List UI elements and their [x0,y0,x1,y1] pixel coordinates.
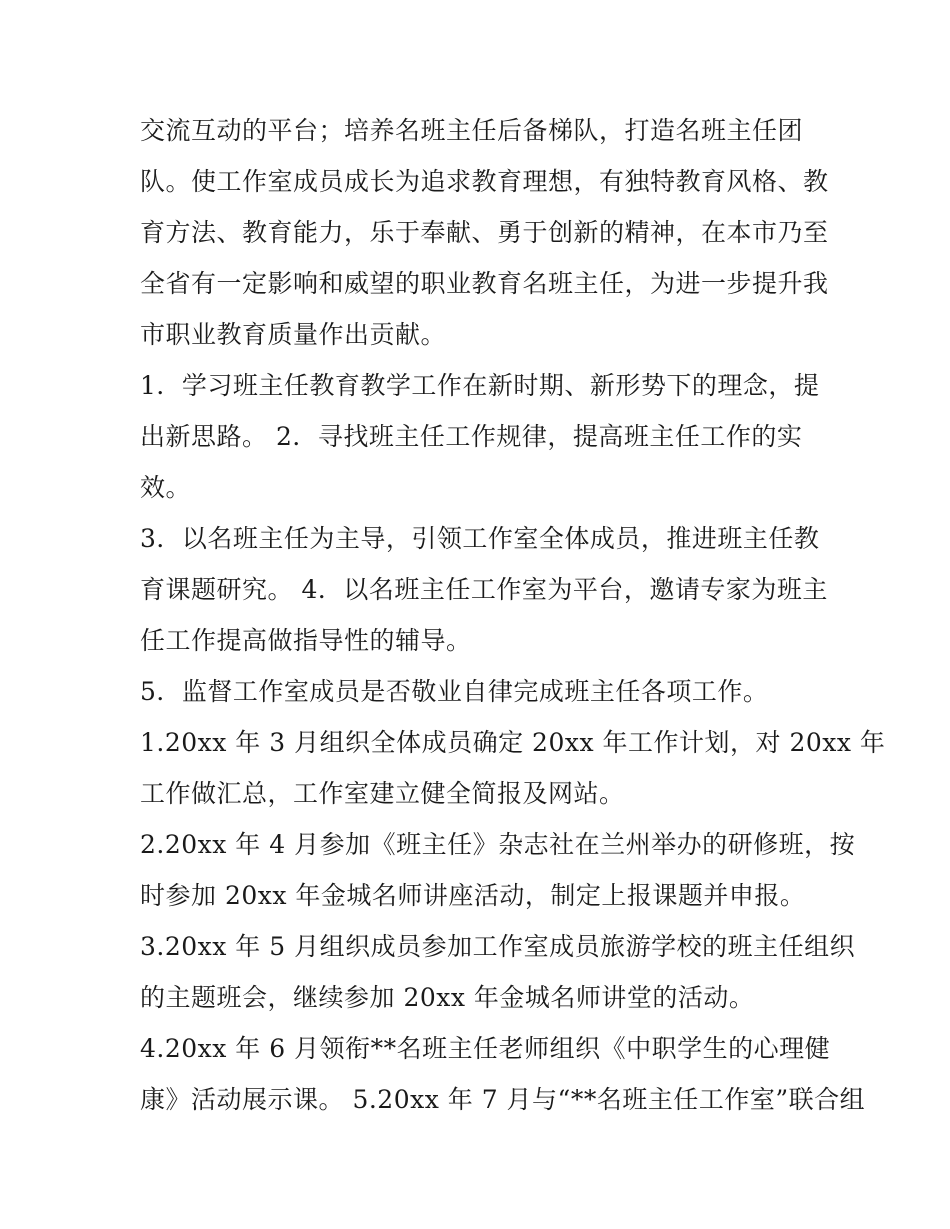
text-line: 育课题研究。 4．以名班主任工作室为平台，邀请专家为班主 [140,575,828,604]
document-body [140,105,886,1125]
text-line: 康》活动展示课。 5.20xx 年 7 月与“**名班主任工作室”联合组 [140,1085,866,1114]
text-line: 队。使工作室成员成长为追求教育理想，有独特教育风格、教 [140,167,829,196]
text-line: 育方法、教育能力，乐于奉献、勇于创新的精神，在本市乃至 [140,218,829,247]
text-line: 的主题班会，继续参加 20xx 年金城名师讲堂的活动。 [140,983,755,1012]
text-line: 效。 [140,473,192,502]
text-line: 出新思路。 2．寻找班主任工作规律，提高班主任工作的实 [140,422,803,451]
text-line: 1．学习班主任教育教学工作在新时期、新形势下的理念，提 [140,371,820,400]
text-line: 交流互动的平台；培养名班主任后备梯队，打造名班主任团 [140,116,804,145]
text-line: 时参加 20xx 年金城名师讲座活动，制定上报课题并申报。 [140,881,806,910]
text-line: 3．以名班主任为主导，引领工作室全体成员，推进班主任教 [140,524,820,553]
text-line: 市职业教育质量作出贡献。 [140,320,447,349]
text-line: 任工作提高做指导性的辅导。 [140,626,472,655]
text-line: 2.20xx 年 4 月参加《班主任》杂志社在兰州举办的研修班，按 [140,830,856,859]
text-line: 1.20xx 年 3 月组织全体成员确定 20xx 年工作计划，对 20xx 年 [140,728,886,757]
text-line: 5．监督工作室成员是否敬业自律完成班主任各项工作。 [140,677,769,706]
text-line: 3.20xx 年 5 月组织成员参加工作室成员旅游学校的班主任组织 [140,932,856,961]
text-line: 4.20xx 年 6 月领衔**名班主任老师组织《中职学生的心理健 [140,1034,831,1063]
text-line: 工作做汇总，工作室建立健全简报及网站。 [140,779,625,808]
text-line: 全省有一定影响和威望的职业教育名班主任，为进一步提升我 [140,269,829,298]
